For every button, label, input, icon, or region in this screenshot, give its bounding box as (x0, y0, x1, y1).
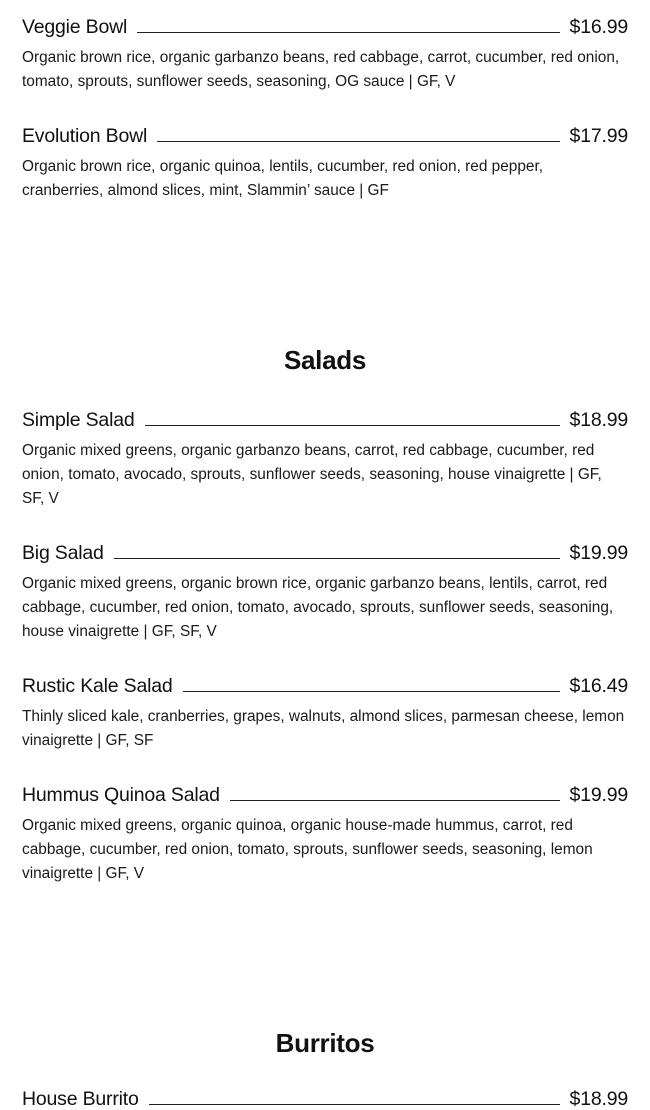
menu-item-header (22, 534, 628, 564)
menu-item-rustic-kale-salad (22, 667, 628, 753)
menu-item-header (22, 117, 628, 147)
item-price: $17.99 (569, 125, 628, 147)
dotted-leader (157, 140, 559, 142)
item-price: $16.49 (569, 675, 628, 697)
menu-item-big-salad (22, 534, 628, 644)
item-name: Hummus Quinoa Salad (22, 784, 220, 806)
item-name: Veggie Bowl (22, 16, 128, 38)
item-name: Big Salad (22, 542, 104, 564)
menu-item-evolution-bowl (22, 117, 628, 203)
item-price: $19.99 (569, 784, 628, 806)
dotted-leader (149, 1103, 560, 1105)
dotted-leader (137, 31, 559, 33)
item-description: Organic brown rice, organic quinoa, lentils, cucumber, red onion, red pepper, cranberries, almond slices, mint, Slammin’ sauce | GF (22, 158, 544, 199)
item-name: House Burrito (22, 1088, 139, 1110)
menu-item-hummus-quinoa-salad (22, 776, 628, 886)
menu-item-veggie-bowl (22, 8, 628, 94)
menu-item-simple-salad (22, 401, 628, 511)
section-title-salads: Salads (283, 345, 367, 375)
item-description: Organic mixed greens, organic brown rice, organic garbanzo beans, lentils, carrot, red cabbage, cucumber, red onion, tomato, avocado, sprouts, sunflower seeds, seasoning, house vinaigrette | GF, SF, V (22, 575, 614, 640)
item-price: $18.99 (569, 1088, 628, 1110)
dotted-leader (145, 424, 560, 426)
item-description: Thinly sliced kale, cranberries, grapes, walnuts, almond slices, parmesan cheese, lemon vinaigrette | GF, SF (22, 708, 625, 749)
dotted-leader (230, 799, 560, 801)
item-name: Rustic Kale Salad (22, 675, 173, 697)
item-price: $18.99 (569, 409, 628, 431)
menu-item-house-burrito (22, 1080, 628, 1110)
dotted-leader (183, 690, 560, 692)
item-description: Organic mixed greens, organic quinoa, organic house-made hummus, carrot, red cabbage, cucumber, red onion, tomato, sprouts, sunflower seeds, seasoning, lemon vinaigrette | GF, V (22, 817, 593, 882)
item-price: $19.99 (569, 542, 628, 564)
item-price: $16.99 (569, 16, 628, 38)
menu-item-header (22, 776, 628, 806)
item-description: Organic mixed greens, organic garbanzo beans, carrot, red cabbage, cucumber, red onion, tomato, avocado, sprouts, sunflower seeds, seasoning, house vinaigrette | GF, SF, V (22, 442, 602, 507)
item-description: Organic brown rice, organic garbanzo beans, red cabbage, carrot, cucumber, red onion, tomato, sprouts, sunflower seeds, seasoning, OG sauce | GF, V (22, 49, 620, 90)
dotted-leader (114, 557, 560, 559)
item-name: Simple Salad (22, 409, 135, 431)
section-title-burritos: Burritos (275, 1028, 375, 1058)
menu-item-header (22, 401, 628, 431)
menu-item-header (22, 8, 628, 38)
menu-item-header (22, 667, 628, 697)
item-name: Evolution Bowl (22, 125, 148, 147)
menu-item-header (22, 1080, 628, 1110)
